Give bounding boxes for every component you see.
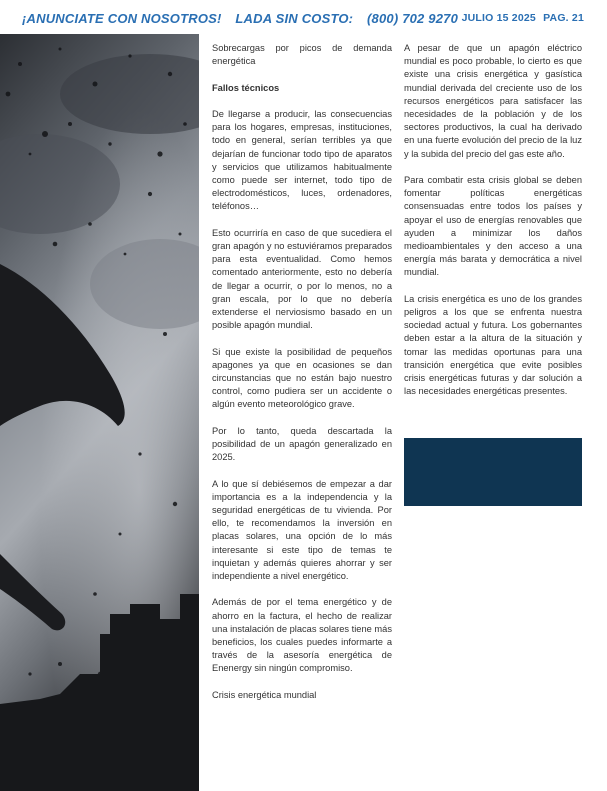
paragraph: De llegarse a producir, las consecuencias para los hogares, empresas, instituciones, todo en general, serían terribles ya que dejarían de funcionar todo tipo de aparatos y servicios que utilizamos habitualmente como puede ser internet, todo tipo de electrodomésticos, luces, ordenadores, teléfonos… [212, 108, 392, 212]
paragraph: Además de por el tema energético y de ahorro en la factura, el hecho de realizar una instalación de placas solares tiene más beneficios, los cuales puedes informarte a través de la asesoría energética de Enenergy sin ningún compromiso. [212, 597, 392, 674]
subheading: Crisis energética mundial [212, 689, 317, 700]
paragraph: Por lo tanto, queda descartada la posibilidad de un apagón generalizado en 2025. [212, 425, 392, 463]
phone-label: LADA SIN COSTO: [235, 11, 354, 26]
promo-text: ¡ANUNCIATE CON NOSOTROS! [22, 11, 222, 26]
phone-number: (800) 702 9270 [367, 11, 459, 26]
paragraph: A lo que sí debiésemos de empezar a dar importancia es a la independencia y la seguridad energéticas de tu vivienda. Por ello, te recomendamos la inversión en placas solares, una opción de lo más interesante si este tipo de temas te inquietan y además quieres ahorrar y ser independiente a nivel energético. [212, 478, 392, 582]
paragraph: Para combatir esta crisis global se deben fomentar políticas energéticas consensuadas entre todos los países y apoyar el uso de energías renovables que ayuden a minimizar los daños medioambientales y den acceso a una energía más barata y democrática a nivel mundial. [404, 175, 582, 278]
page-number: PAG. 21 [543, 12, 584, 24]
header-promo [22, 11, 468, 26]
paragraph: Esto ocurriría en caso de que sucediera el gran apagón y no estuviéramos preparados para esta eventualidad. Como hemos comentado anteriormente, esto no debería de llegar a ocurrir, o por lo menos, no a gran escala, por lo que no debería extenderse el nerviosismo basado en un posible apagón mundial. [212, 227, 392, 331]
header-date-page [458, 12, 584, 24]
dark-color-block [404, 438, 582, 506]
issue-date: JULIO 15 2025 [461, 12, 536, 24]
paragraph: Si que existe la posibilidad de pequeños apagones ya que en ocasiones se dan circunstancias que no están bajo nuestro control, como pudiera ser un accidente o algún evento meteorológico grave. [212, 346, 392, 410]
text-column-right [404, 42, 582, 412]
paragraph: La crisis energética es uno de los grandes peligros a los que se enfrenta nuestra sociedad actual y futura. Los gobernantes deben estar a la altura de la situación y tomar las medidas oportunas para una transición energética que evite posibles crisis energéticas futuras y dar solución a las necesidades energéticas presentes. [404, 293, 582, 397]
text-column-left [212, 42, 392, 715]
umbrella-storm-photo [0, 34, 199, 791]
paragraph: A pesar de que un apagón eléctrico mundial es poco probable, lo cierto es que existe una crisis energética y gasística mundial derivada del creciente uso de los recursos energéticos para satisfacer las necesidades de la población y de los sectores productivos, la cual ha derivado en una fuerte evolución del precio de la luz y la subida del precio del gas este año. [404, 43, 582, 159]
paragraph: Sobrecargas por picos de demanda energética [212, 43, 392, 67]
section-heading: Fallos técnicos [212, 82, 280, 93]
page-header [0, 0, 607, 34]
